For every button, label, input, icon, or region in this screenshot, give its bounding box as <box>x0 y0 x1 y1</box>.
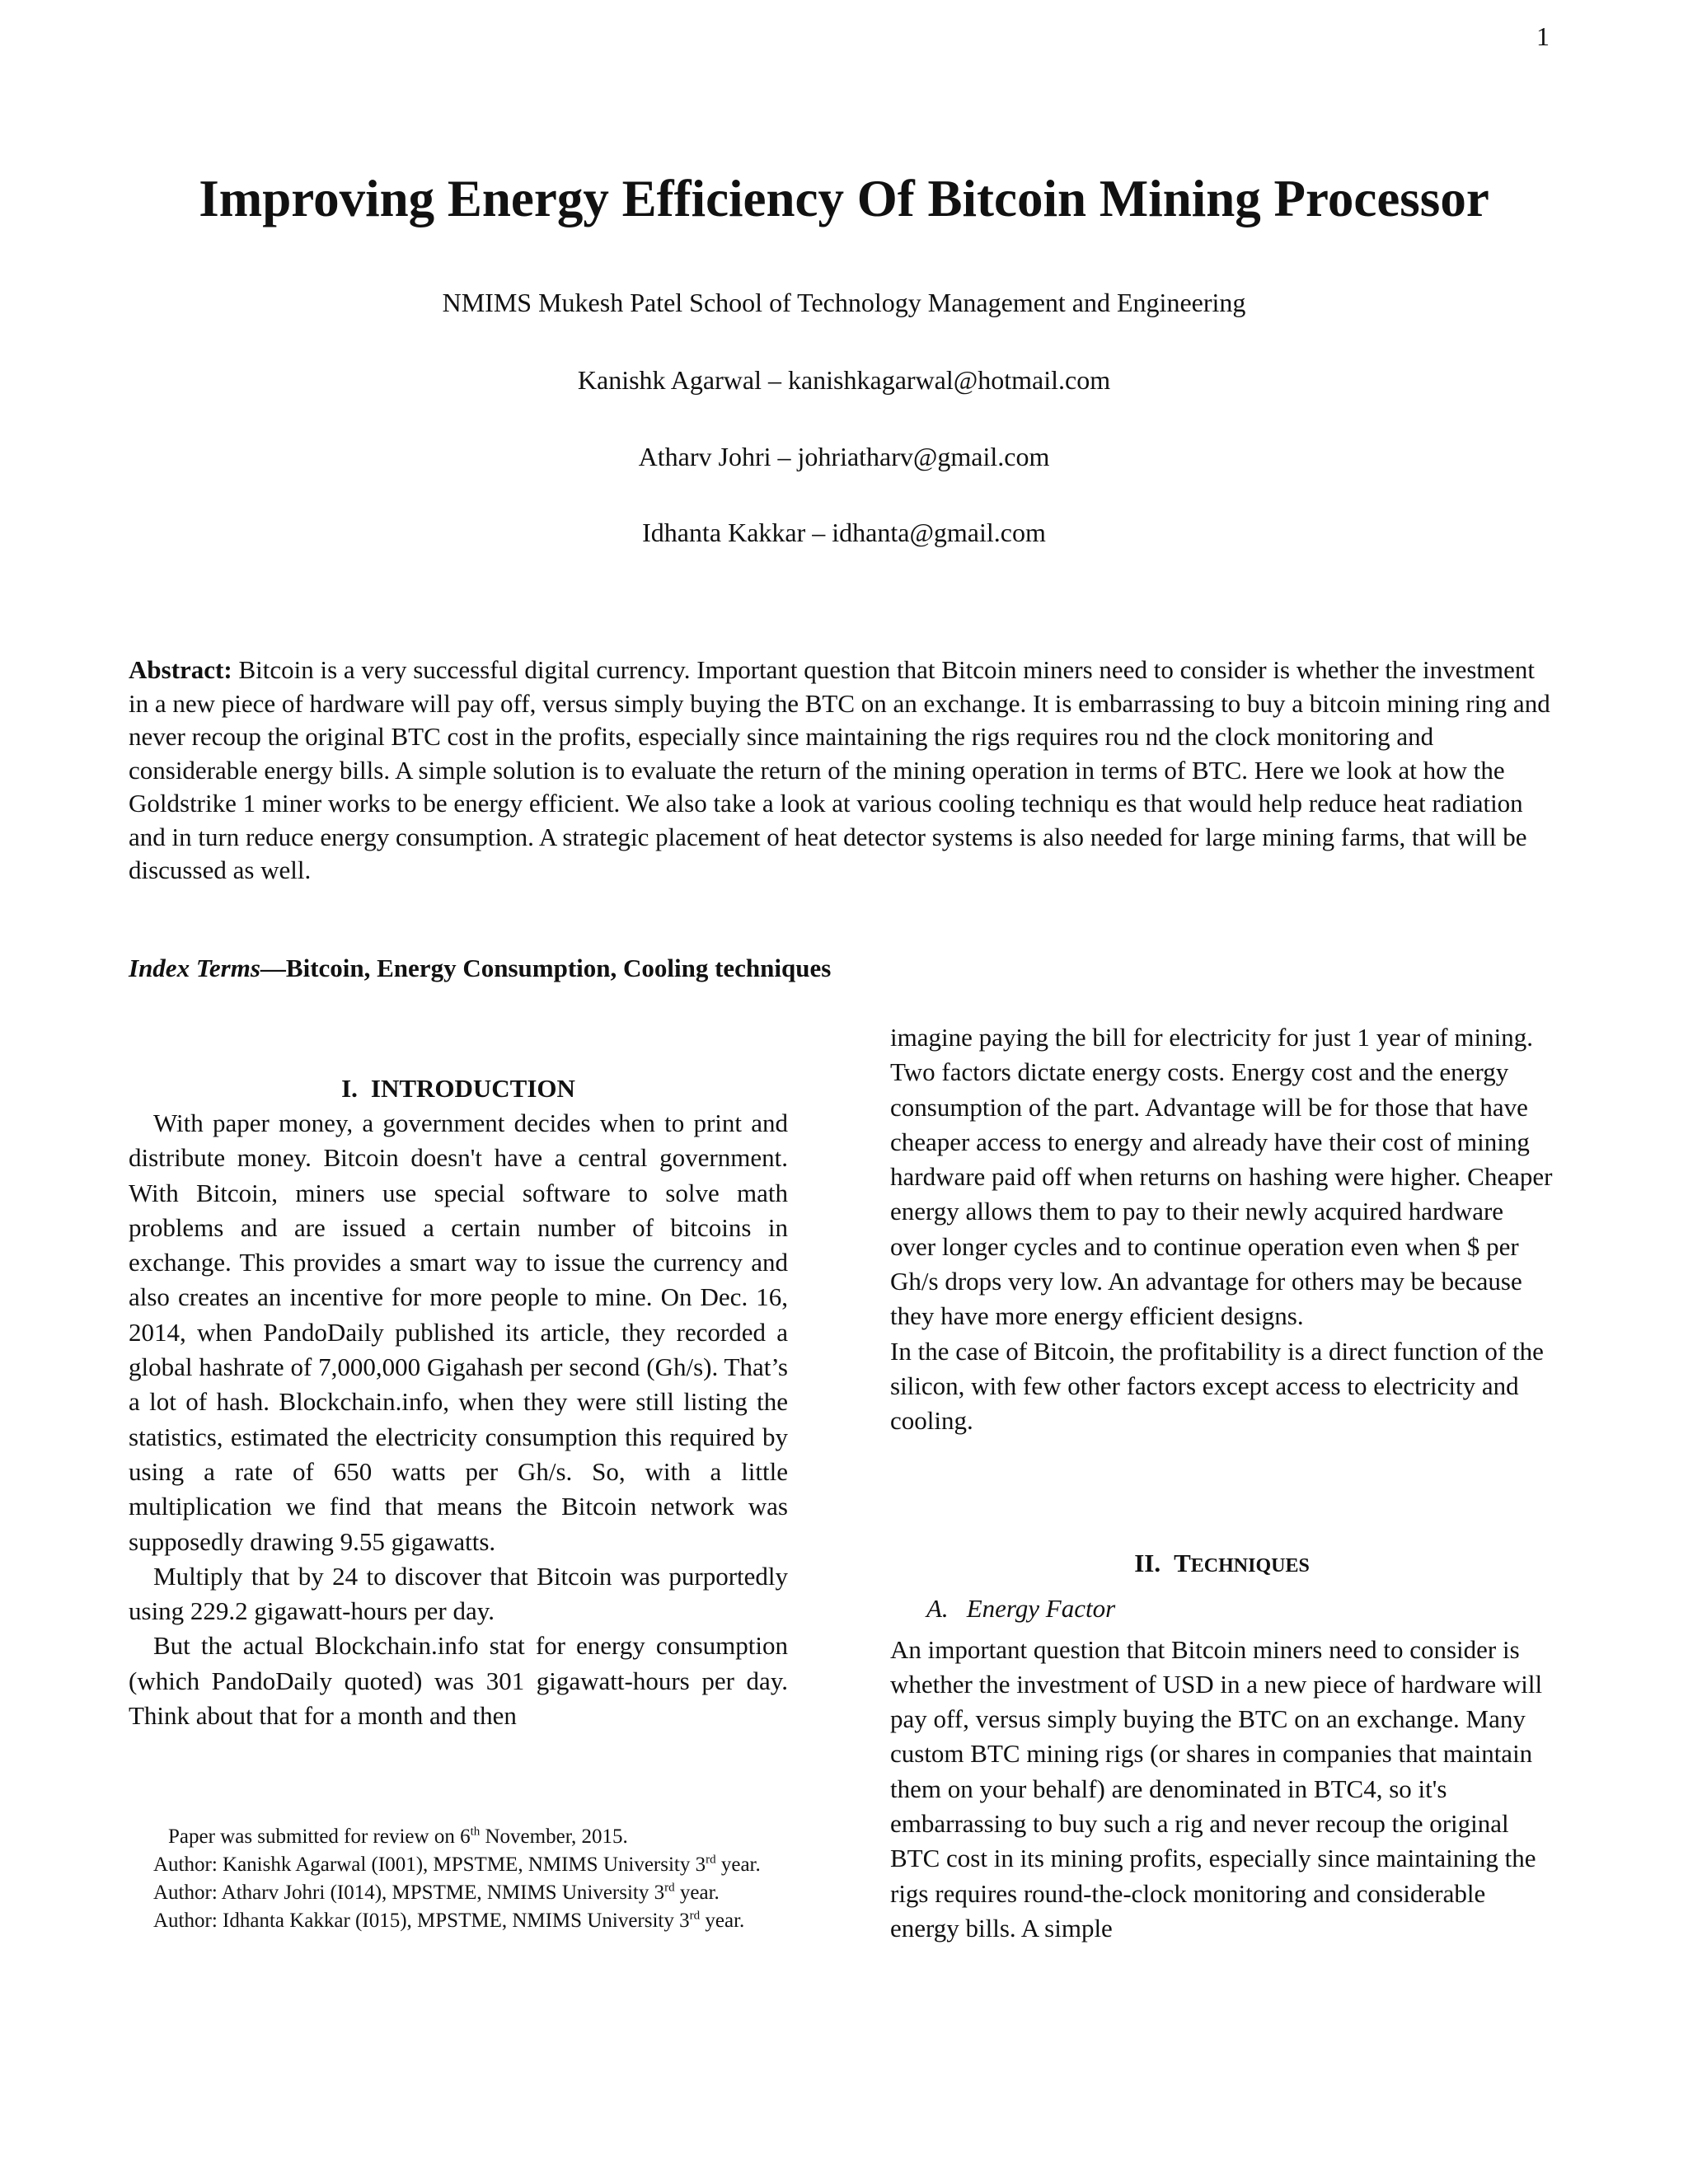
subsection-number: A. <box>926 1593 949 1623</box>
footnotes <box>129 1823 788 1935</box>
section-number: I. <box>341 1074 358 1103</box>
footnote-author <box>129 1907 788 1935</box>
section-title-rest: ECHNIQUES <box>1190 1554 1310 1577</box>
heading-spacer <box>890 1583 1554 1591</box>
subsection-spacer <box>890 1626 1554 1633</box>
paper-title: Improving Energy Efficiency Of Bitcoin Mining Processor <box>199 170 1489 227</box>
abstract <box>129 654 1554 888</box>
intro-continued-paragraph: In the case of Bitcoin, the profitability is a direct function of the silicon, with few other factors except access to electricity and cooling. <box>890 1336 1544 1436</box>
footnote-text: Author: Idhanta Kakkar (I015), MPSTME, NMIMS University 3 <box>153 1910 690 1932</box>
author-line: Atharv Johri – johriatharv@gmail.com <box>638 442 1050 471</box>
abstract-text: Bitcoin is a very successful digital currency. Important question that Bitcoin miners need to consider is whether the investment in a new piece of hardware will pay off, versus simply buying the BTC on an exchange. It is embarrassing to buy a bitcoin mining ring and never recoup the original BTC cost in the profits, especially since maintaining the rigs requires rou nd the clock monitoring and considerable energy bills. A simple solution is to evaluate the return of the mining operation in terms of BTC. Here we look at how the Goldstrike 1 miner works to be energy efficient. We also take a look at various cooling techniqu es that would help reduce heat radiation and in turn reduce energy consumption. A strategic placement of heat detector systems is also needed for large mining farms, that will be discussed as well. <box>129 655 1550 884</box>
footnote-text: year. <box>715 1854 761 1876</box>
index-terms-text: —Bitcoin, Energy Consumption, Cooling techniques <box>260 954 832 982</box>
index-terms <box>129 952 1554 985</box>
right-column <box>890 1020 1554 1946</box>
author-line: Kanishk Agarwal – kanishkagarwal@hotmail.com <box>577 365 1111 395</box>
footnote-submitted <box>129 1823 788 1851</box>
intro-paragraph: Multiply that by 24 to discover that Bitcoin was purportedly using 229.2 gigawatt-hours per day. <box>129 1561 788 1626</box>
footnote-sup: rd <box>664 1881 675 1895</box>
section-title: INTRODUCTION <box>370 1074 575 1103</box>
section-heading-introduction <box>129 1071 788 1106</box>
column-spacer <box>890 1439 1554 1546</box>
left-column <box>129 1071 788 1733</box>
footnote-text: year. <box>674 1882 720 1904</box>
intro-paragraph: But the actual Blockchain.info stat for energy consumption (which PandoDaily quoted) was 301 gigawatt-hours per day. Think about that for a month and then <box>129 1631 788 1731</box>
footnote-sup: th <box>470 1825 481 1839</box>
footnote-sup: rd <box>706 1853 716 1867</box>
footnote-text: Author: Kanishk Agarwal (I001), MPSTME, NMIMS University 3 <box>153 1854 706 1876</box>
affiliation: NMIMS Mukesh Patel School of Technology Management and Engineering <box>442 288 1246 317</box>
footnote-text: year. <box>700 1910 745 1932</box>
section-title-first: T <box>1174 1548 1191 1577</box>
intro-paragraph: With paper money, a government decides when to print and distribute money. Bitcoin doesn't have a central government. With Bitcoin, miners use special software to solve math problems and are issued a certain number of bitcoins in exchange. This provides a smart way to issue the currency and also creates an incentive for more people to mine. On Dec. 16, 2014, when PandoDaily published its article, they recorded a global hashrate of 7,000,000 Gigahash per second (Gh/s). That’s a lot of hash. Blockchain.info, when they were still listing the statistics, estimated the electricity consumption this required by using a rate of 650 watts per Gh/s. So, with a little multiplication we find that means the Bitcoin network was supposedly drawing 9.55 gigawatts. <box>129 1108 788 1556</box>
author-line: Idhanta Kakkar – idhanta@gmail.com <box>642 518 1046 547</box>
subsection-heading-energy-factor <box>890 1591 1554 1626</box>
abstract-label: Abstract: <box>129 655 232 684</box>
subsection-title: Energy Factor <box>966 1593 1116 1623</box>
footnote-text: November, 2015. <box>480 1825 628 1848</box>
footnote-author <box>129 1879 788 1907</box>
footnote-text: Paper was submitted for review on 6 <box>168 1825 471 1848</box>
techniques-paragraph: An important question that Bitcoin miners need to consider is whether the investment of USD in a new piece of hardware will pay off, versus simply buying the BTC on an exchange. Many custom BTC mining rigs (or shares in companies that maintain them on your behalf) are denominated in BTC4, so it's embarrassing to buy such a rig and never recoup the original BTC cost in its mining profits, especially since maintaining the rigs requires round-the-clock monitoring and considerable energy bills. A simple <box>890 1634 1543 1943</box>
section-number: II. <box>1134 1548 1161 1577</box>
page-number: 1 <box>1536 21 1550 51</box>
intro-continued-paragraph: imagine paying the bill for electricity for just 1 year of mining. <box>890 1023 1533 1052</box>
section-heading-techniques <box>890 1546 1554 1583</box>
index-terms-label: Index Terms <box>129 954 260 982</box>
footnote-text: Author: Atharv Johri (I014), MPSTME, NMIMS University 3 <box>153 1882 665 1904</box>
intro-continued-paragraph: Two factors dictate energy costs. Energy cost and the energy consumption of the part. Advantage will be for those that have cheaper access to energy and already have their cost of mining hardware paid off when returns on hashing were higher. Cheaper energy allows them to pay to their newly acquired hardware over longer cycles and to continue operation even when $ per Gh/s drops very low. An advantage for others may be because they have more energy efficient designs. <box>890 1057 1553 1331</box>
footnote-author <box>129 1851 788 1879</box>
footnote-sup: rd <box>689 1909 701 1923</box>
